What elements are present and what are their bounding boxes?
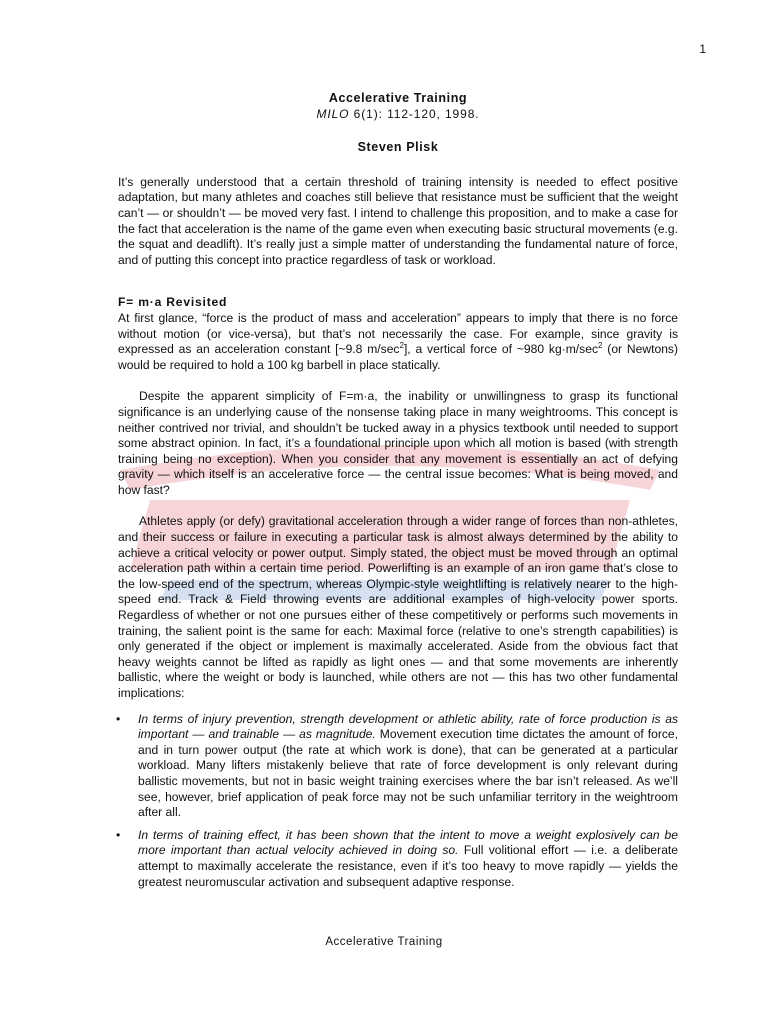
journal-name: MILO <box>316 106 350 121</box>
list-item-text: Full volitional effort — i.e. a deliberate attempt to maximally accelerate the resistance, even if it’s too heavy to move rapidly — yields the greatest neuromuscular activation and subsequent adaptive response. <box>138 843 678 889</box>
superscript: 2 <box>399 341 404 351</box>
page-number: 1 <box>699 42 706 56</box>
paragraph-1-text-c: (or Newtons) would be required to hold a 100 kg barbell in place statically. <box>118 342 678 372</box>
bullet-icon: • <box>116 711 121 726</box>
citation <box>118 107 678 123</box>
superscript: 2 <box>598 341 603 351</box>
paragraph-3: Athletes apply (or defy) gravitational acceleration through a wider range of forces than non-athletes, and their success or failure in executing a particular task is almost always determined by the ability to achieve a critical velocity or power output. Simply stated, the object must be moved through an optimal acceleration path within a certain time period. Powerlifting is an example of an iron game that’s close to the low-speed end of the spectrum, whereas Olympic-style weightlifting is relatively nearer to the high-speed end. Track & Field throwing events are additional examples of high-velocity power sports. Regardless of whether or not one pursues either of these competitively or performs such movements in training, the salient point is the same for each: Maximal force (relative to one’s strength capabilities) is only generated if the object or implement is maximally accelerated. Aside from the obvious fact that heavy weights cannot be lifted as rapidly as light ones — and that some movements are inherently ballistic, where the weight or body is launched, while others are not — this has two other fundamental implications: <box>118 514 678 700</box>
intro-paragraph: It’s generally understood that a certain threshold of training intensity is needed to effect positive adaptation, but many athletes and coaches still believe that resistance must be sufficient that the weight can’t — or shouldn’t — be moved very fast. I intend to challenge this proposition, and to make a case for the fact that acceleration is the name of the game even when executing basic structural movements (e.g. the squat and deadlift). It’s really just a simple matter of understanding the fundamental nature of force, and of putting this concept into practice regardless of task or workload. <box>118 174 678 267</box>
page-footer: Accelerative Training <box>325 936 443 948</box>
paragraph-1-text-a: At first glance, “force is the product of mass and acceleration” appears to imply that there is no force without motion (or vice-versa), but that’s not necessarily the case. For example, since gravity is expressed as an acceleration constant [~9.8 m/sec <box>118 310 678 357</box>
list-item <box>118 712 678 821</box>
paragraph-2: Despite the apparent simplicity of F=m·a, the inability or unwillingness to grasp its functional significance is an underlying cause of the nonsense taking place in many weightrooms. This concept is neither contrived nor trivial, and shouldn’t be tucked away in a physics textbook until needed to support some abstract opinion. In fact, it’s a foundational principle upon which all motion is based (with strength training being no exception). When you consider that any movement is essentially an act of defying gravity — which itself is an accelerative force — the central issue becomes: What is being moved, and how fast? <box>118 389 678 497</box>
article-title: Accelerative Training <box>328 91 468 105</box>
list-item-emphasis: In terms of training effect, it has been shown that the intent to move a weight explosively can be more important than actual velocity achieved in doing so. <box>138 827 678 858</box>
list-item-text: Movement execution time dictates the amount of force, and in turn power output (the rate at which work is done), that can be generated at a particular workload. Many lifters mistakenly believe that rate of force development is only relevant during ballistic movements, but not in basic weight training exercises where the bar isn’t released. As we’ll see, however, brief application of peak force may not be such unfamiliar territory in the weightroom after all. <box>138 727 678 820</box>
list-item-emphasis: In terms of injury prevention, strength development or athletic ability, rate of force production is as important — and trainable — as magnitude. <box>138 711 678 742</box>
list-item <box>118 828 678 890</box>
citation-details: 6(1): 112-120, 1998. <box>349 106 480 121</box>
section-heading: F= m·a Revisited <box>118 295 228 310</box>
implications-list <box>118 712 678 891</box>
author-name: Steven Plisk <box>357 140 439 155</box>
paragraph-1-text-b: ], a vertical force of ~980 kg·m/sec <box>403 342 598 357</box>
article-body <box>118 91 678 897</box>
bullet-icon: • <box>116 827 121 842</box>
paragraph-1 <box>118 311 678 373</box>
title-block <box>118 91 678 156</box>
